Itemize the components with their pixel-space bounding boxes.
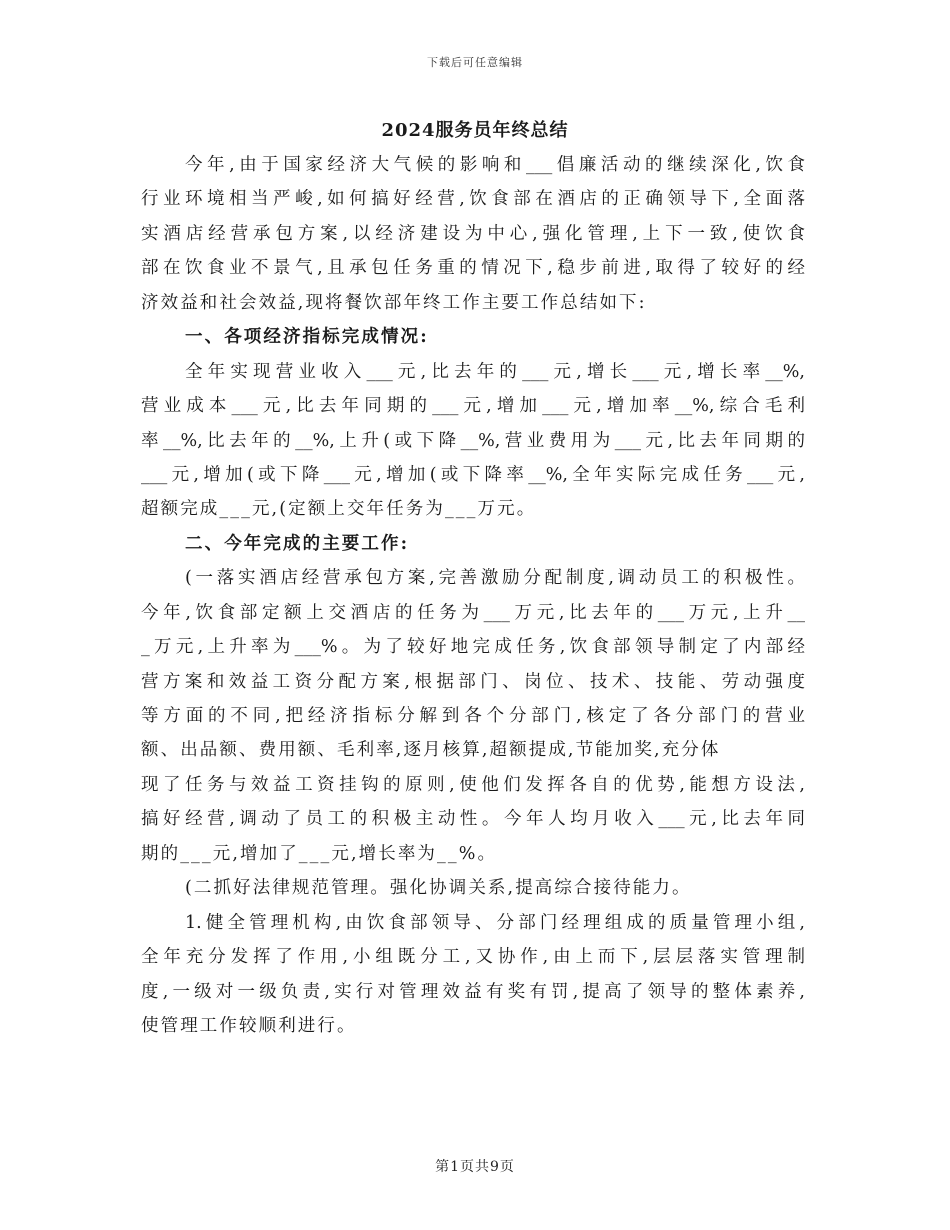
document-title: 2024服务员年终总结 <box>381 120 569 141</box>
text-line: 现了任务与效益工资挂钩的原则,使他们发挥各自的优势,能想方设法, <box>141 774 805 795</box>
text-line: 济效益和社会效益,现将餐饮部年终工作主要工作总结如下: <box>141 292 647 313</box>
text-line: 营方案和效益工资分配方案,根据部门、岗位、技术、技能、劳动强度 <box>141 671 805 692</box>
section-heading: 一、各项经济指标完成情况: <box>185 327 429 348</box>
text-line: (一落实酒店经营承包方案,完善激励分配制度,调动员工的积极性。 <box>185 568 805 589</box>
text-line: 行业环境相当严峻,如何搞好经营,饮食部在酒店的正确领导下,全面落 <box>141 189 805 210</box>
text-line: 实酒店经营承包方案,以经济建设为中心,强化管理,上下一致,使饮食 <box>141 223 805 244</box>
text-line: 等方面的不同,把经济指标分解到各个分部门,核定了各分部门的营业 <box>141 706 805 726</box>
text-line: _万元,上升率为___%。为了较好地完成任务,饮食部领导制定了内部经 <box>141 637 805 658</box>
text-line: 今年,由于国家经济大气候的影响和___倡廉活动的继续深化,饮食 <box>185 155 805 175</box>
section-heading: 二、今年完成的主要工作: <box>185 533 410 554</box>
page-footer: 第1页共9页 <box>435 1159 515 1175</box>
text-line: 使管理工作较顺利进行。 <box>141 1015 357 1036</box>
text-line: 全年实现营业收入___元,比去年的___元,增长___元,增长率__%, <box>185 361 805 382</box>
page-header-note: 下载后可任意编辑 <box>427 56 523 69</box>
text-line: 营业成本___元,比去年同期的___元,增加___元,增加率__%,综合毛利 <box>141 396 805 417</box>
text-line: (二抓好法律规范管理。强化协调关系,提高综合接待能力。 <box>185 878 692 899</box>
text-line: 率__%,比去年的__%,上升(或下降__%,营业费用为___元,比去年同期的 <box>141 430 805 451</box>
text-line: 度,一级对一级负责,实行对管理效益有奖有罚,提高了领导的整体素养, <box>141 981 805 1002</box>
text-line: 超额完成___元,(定额上交年任务为___万元。 <box>141 499 537 520</box>
text-line: 额、出品额、费用额、毛利率,逐月核算,超额提成,节能加奖,充分体 <box>141 740 721 761</box>
text-line: 部在饮食业不景气,且承包任务重的情况下,稳步前进,取得了较好的经 <box>141 258 805 279</box>
text-line: 期的___元,增加了___元,增长率为__%。 <box>141 843 498 864</box>
text-line: ___元,增加(或下降___元,增加(或下降率__%,全年实际完成任务___元, <box>141 464 805 485</box>
text-line: 今年,饮食部定额上交酒店的任务为___万元,比去年的___万元,上升__ <box>141 602 805 623</box>
document-body <box>141 148 805 1043</box>
text-line: 全年充分发挥了作用,小组既分工,又协作,由上而下,层层落实管理制 <box>141 947 805 968</box>
text-line: 搞好经营,调动了员工的积极主动性。今年人均月收入___元,比去年同 <box>141 809 805 830</box>
text-line: 1.健全管理机构,由饮食部领导、分部门经理组成的质量管理小组, <box>185 912 805 933</box>
